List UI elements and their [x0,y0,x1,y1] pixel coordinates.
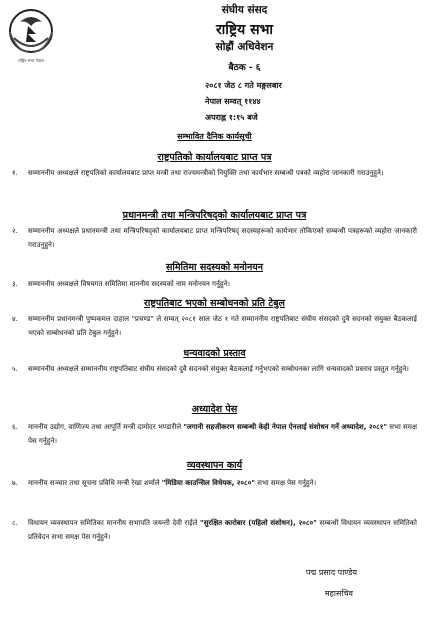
item-text-after: सम्बन्धी विधायन व्यवस्थापन समितिको प्रतिवेदन सभा समक्ष पेस गर्नुहुने। [28,519,417,541]
item-number: ३. [12,280,18,288]
agenda-item-4 [12,312,417,340]
item-text-before: माननीय सञ्चार तथा सूचना प्रविधि मन्त्री रेखा शर्माले [28,479,162,487]
agenda-title: सम्भावित दैनिक कार्यसूची [177,132,252,141]
item-number: २. [12,227,18,235]
meeting-number: बैठक - ६ [228,63,261,73]
item-text: सम्माननीय अध्यक्षले सम्माननीय राष्ट्रपतिबाट संघीय संसदको दुवै सदनको संयुक्त बैठकलाई गर्नुभएको सम्बोधनका लागि धन्यवादको प्रस्ताव प्रस्तुत गर्नुहुने। [28,365,409,373]
section-heading-committee-nomination: समितिमा सदस्यको मनोनयन [165,262,264,273]
item-text: सम्माननीय अध्यक्षले प्रधानमन्त्री तथा मन्त्रिपरिषद्को कार्यालयबाट प्राप्त मन्त्रिपरिषद् सदस्यहरूको कार्यभार तोकिएको सम्बन्धी पत्रहरूको व्यहोरा जानकारी गराउनुहुने। [28,227,417,249]
item-number: ६. [12,423,18,431]
agenda-item-3 [12,277,417,291]
item-text [28,420,417,448]
nepal-samvat: नेपाल सम्वत् ११४४ [205,97,261,106]
item-number: ५. [12,365,18,373]
agenda-item-8 [12,516,417,544]
item-number: ७. [12,479,18,487]
item-number: ८. [12,519,18,527]
item-text-before: माननीय उद्योग, वाणिज्य तथा आपूर्ति मन्त्री दामोदर भण्डारीले [28,423,184,431]
agenda-item-6 [12,420,417,448]
item-text-after: सभा समक्ष पेस गर्नुहुने। [28,423,417,445]
agenda-item-7 [12,476,417,490]
header-line3: सोह्रौं अधिवेशन [215,41,274,53]
section-heading-pm-letter: प्रधानमन्त्री तथा मन्त्रिपरिषद्को कार्यालयबाट प्राप्त पत्र [122,210,307,221]
item-text: सम्माननीय प्रधानमन्त्री पुष्पकमल दाहाल "प्रचण्ड" ले सम्वत् २०८१ साल जेठ १ गते सम्माननीय राष्ट्रपतिबाट संघीय संसदको दुवै सदनको संयुक्त बैठकलाई भएको सम्बोधनको प्रति टेबुल गर्नुहुने। [28,315,417,337]
agenda-item-1 [12,166,417,180]
item-text-before: विधायन व्यवस्थापन समितिका माननीय सभापति जयन्ती देवी राईले [28,519,201,527]
section-heading-address-copy: राष्ट्रपतिबाट भएको सम्बोधनको प्रति टेबुल [144,298,285,309]
item-text [28,476,417,490]
item-text-after: सभा समक्ष पेस गर्नुहुने। [255,479,317,487]
section-heading-legislation: व्यवस्थापन कार्य [186,460,243,471]
bill-title: "सुरक्षित कारोबार (पहिलो संशोधन), २०८०" [200,519,317,527]
agenda-item-5 [12,362,417,376]
item-text [28,516,417,544]
item-text: सम्माननीय अध्यक्षले विषयगत समितिमा माननीय सदस्यको नाम मनोनयन गर्नुहुने। [28,280,231,288]
signatory-title: महासचिव [324,589,353,598]
meeting-time: अपराह्न १:१५ बजे [205,113,258,122]
section-heading-ordinance: अध्यादेश पेस [191,404,238,415]
item-number: ४. [12,315,18,323]
section-heading-president-letter: राष्ट्रपतिको कार्यालयबाट प्राप्त पत्र [157,152,272,163]
emblem-caption: राष्ट्रिय सभा नेपाल [18,58,44,63]
item-number: १. [12,169,18,177]
agenda-item-2 [12,224,417,252]
section-heading-thanks-motion: धन्यवादको प्रस्ताव [183,348,246,359]
header-line2: राष्ट्रिय सभा [215,22,274,38]
signatory-name: पद्म प्रसाद पाण्डेय [305,568,357,577]
meeting-date: २०८१ जेठ ८ गते मङ्गलबार [205,81,282,90]
header-line1: संघीय संसद [221,4,268,16]
bill-title: "मिडिया काउन्सिल विधेयक, २०८०" [161,479,255,487]
nepal-national-emblem-icon [6,4,56,64]
ordinance-title: "लगानी सहजीकरण सम्बन्धी केही नेपाल ऐनलाई संशोधन गर्ने अध्यादेश, २०८१" [183,423,388,431]
item-text: सम्माननीय अध्यक्षले राष्ट्रपतिको कार्यालयबाट प्राप्त मन्त्री तथा राज्यमन्त्रीको नियुक्ति तथा कार्यभार सम्बन्धी पत्रको व्यहोरा जानकारी गराउनुहुने। [28,169,384,177]
